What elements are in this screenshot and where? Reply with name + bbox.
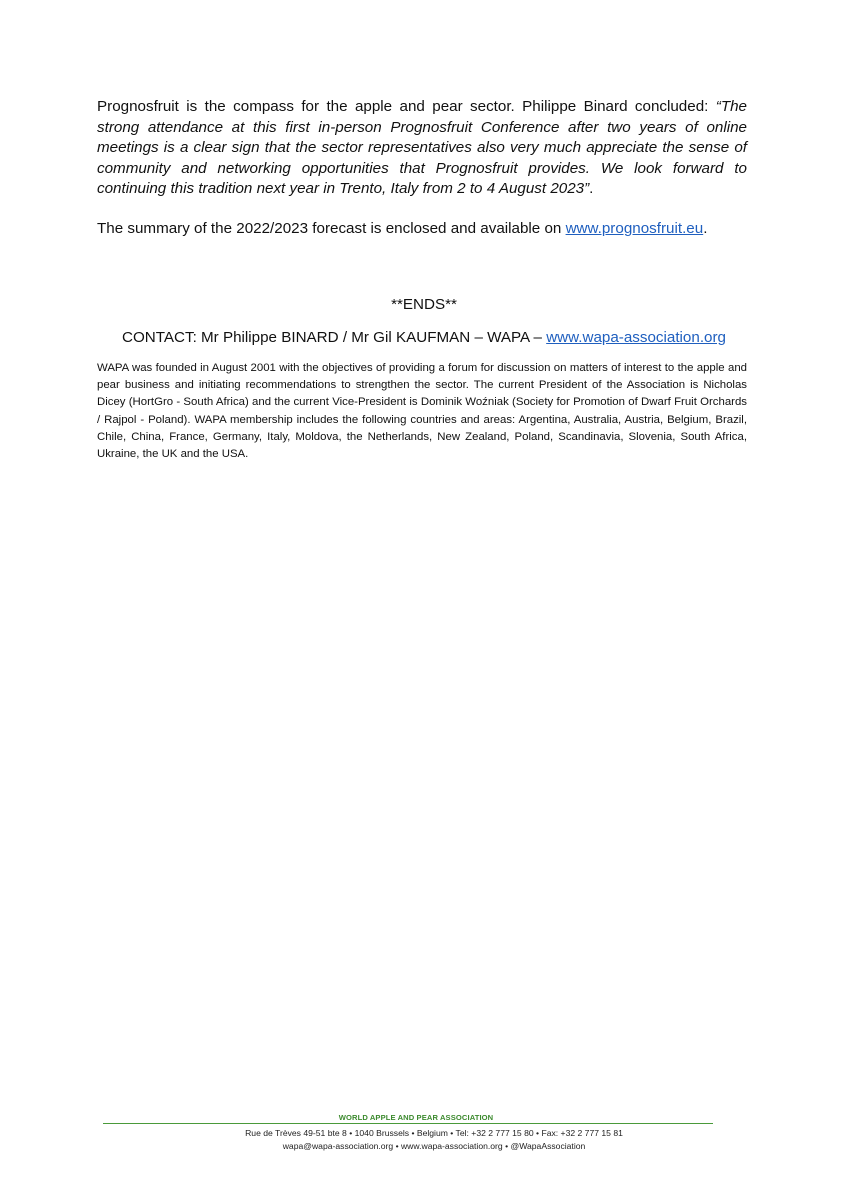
forecast-summary-paragraph — [97, 219, 747, 240]
paragraph-end: . — [589, 180, 594, 198]
closing-paragraph — [97, 97, 747, 200]
footer-contacts: wapa@wapa-association.org • www.wapa-association.org • @WapaAssociation — [282, 1141, 586, 1151]
paragraph-lead: Prognosfruit is the compass for the apple and pear sector. Philippe Binard concluded: — [97, 98, 716, 115]
wapa-website-link[interactable]: www.wapa-association.org — [546, 329, 726, 346]
contact-line — [0, 328, 848, 348]
contact-label: CONTACT: Mr Philippe BINARD / Mr Gil KAUFMAN – WAPA – — [122, 329, 547, 346]
footer-divider — [103, 1123, 713, 1124]
summary-text: The summary of the 2022/2023 forecast is enclosed and available on — [97, 220, 566, 237]
summary-end: . — [703, 220, 708, 237]
footer-organization-name: WORLD APPLE AND PEAR ASSOCIATION — [338, 1113, 494, 1122]
about-wapa-paragraph: WAPA was founded in August 2001 with the objectives of providing a forum for discussion on matters of interest to the apple and pear business and initiating recommendations to strengthen the sector. The current President of the Association is Nicholas Dicey (HortGro - South Africa) and the current Vice-President is Dominik Woźniak (Society for Promotion of Dwarf Fruit Orchards / Rajpol - Poland). WAPA membership includes the following countries and areas: Argentina, Australia, Austria, Belgium, Brazil, Chile, China, France, Germany, Italy, Moldova, the Netherlands, New Zealand, Poland, Scandinavia, Slovenia, South Africa, Ukraine, the UK and the USA. — [97, 362, 747, 461]
prognosfruit-link[interactable]: www.prognosfruit.eu — [565, 220, 704, 237]
ends-marker: **ENDS** — [391, 296, 457, 313]
binard-quote: “The strong attendance at this first in-person Prognosfruit Conference after two years of online meetings is a clear sign that the sector representatives also very much appreciate the sense of community and networking opportunities that Prognosfruit provides. We look forward to continuing this tradition next year in Trento, Italy from 2 to 4 August 2023” — [97, 98, 747, 198]
footer-address: Rue de Trèves 49-51 bte 8 • 1040 Brussels • Belgium • Tel: +32 2 777 15 80 • Fax: +32 2 777 15 81 — [245, 1128, 623, 1138]
